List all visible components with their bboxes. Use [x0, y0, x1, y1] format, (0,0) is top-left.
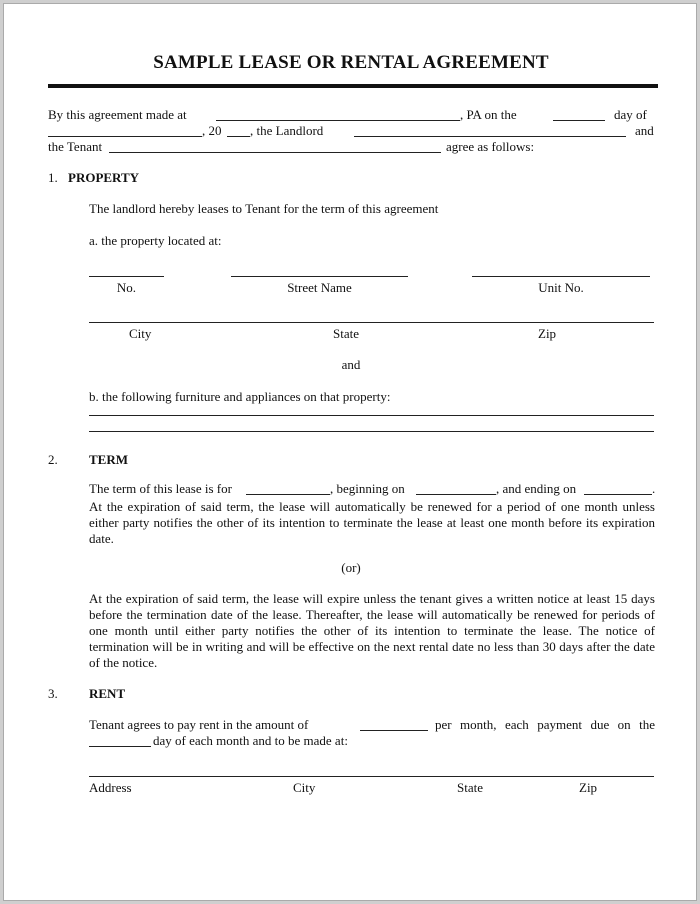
section-heading-term: TERM [89, 452, 128, 467]
begin-date-blank[interactable] [416, 494, 496, 495]
title-rule [48, 84, 658, 88]
intro-text: , 20 [202, 123, 222, 138]
document-title: SAMPLE LEASE OR RENTAL AGREEMENT [153, 52, 549, 73]
property-lead: The landlord hereby leases to Tenant for the term of this agreement [89, 201, 439, 216]
unit-blank[interactable] [472, 276, 650, 277]
or-text: (or) [341, 560, 361, 575]
term-text: , beginning on [330, 481, 405, 496]
section-heading-rent: RENT [89, 686, 126, 701]
rent-text: Tenant agrees to pay rent in the amount of [89, 717, 309, 732]
section-heading-property: PROPERTY [68, 170, 140, 185]
place-blank[interactable] [216, 120, 460, 121]
field-label-address: Address [89, 780, 132, 795]
and-text: and [341, 357, 361, 372]
field-label-state: State [333, 326, 359, 341]
property-item-a: a. the property located at: [89, 233, 222, 248]
furniture-blank-1[interactable] [89, 415, 654, 416]
field-label-zip: Zip [579, 780, 598, 795]
term-text: The term of this lease is for [89, 481, 232, 496]
end-date-blank[interactable] [584, 494, 652, 495]
furniture-blank-2[interactable] [89, 431, 654, 432]
section-number: 1. [48, 170, 58, 185]
field-label-city: City [129, 326, 152, 341]
intro-text: agree as follows: [446, 139, 535, 154]
intro-text: day of [614, 107, 647, 122]
payment-address-blank[interactable] [89, 776, 654, 777]
due-day-blank[interactable] [89, 746, 151, 747]
city-state-zip-blank[interactable] [89, 322, 654, 323]
field-label-state: State [457, 780, 483, 795]
field-label-unit: Unit No. [538, 280, 584, 295]
term-paragraph-2: At the expiration of said term, the lease will expire unless the tenant gives a written notice at least 15 days before the termination date of the lease. Thereafter, the lease will automatically be renewed for periods of one month until either party notifies the other of its intention to terminate the lease. The notice of termination will be in writing and will be effective on the next rental date no less than 30 days after the date of the notice. [89, 591, 655, 670]
field-label-city: City [293, 780, 316, 795]
tenant-blank[interactable] [109, 152, 441, 153]
property-item-b: b. the following furniture and appliances on that property: [89, 389, 391, 404]
section-number: 3. [48, 686, 58, 701]
day-blank[interactable] [553, 120, 605, 121]
document-page: SAMPLE LEASE OR RENTAL AGREEMENT By this agreement made at , PA on the day of , 20 , the Landlord and the Tenant agree as follows: 1. PROPERTY The landlord hereby leases to Tenant for the term of this agreement a. the property located at: No. Street Name Unit No. City State Zip and b. the following furniture and appliances on that property: 2. TERM The term of this lease is for , beginning on , and ending on . At the expiration of said term, the lease will automatically be renewed for a period of one month unless either party notifies the other of its intention to terminate the lease at least one month before its expiration date. (or) At the expiration of said term, the lease will expire unless the tenant gives a written notice at least 15 days before the termination date of the lease. Thereafter, the lease will automatically be renewed for periods of one month until either party notifies the other of its intention to terminate the lease. The notice of termination will be in writing and will be effective on the next rental date no less than 30 days after the date of the notice. 3. RENT Tenant agrees to pay rent in the amount of per month, each payment due on the day of each month and to be made at: Address City State Zip [3, 3, 697, 901]
no-blank[interactable] [89, 276, 164, 277]
rent-text: per month, each payment due on the [435, 717, 655, 732]
term-text: , and ending on [496, 481, 577, 496]
street-blank[interactable] [231, 276, 408, 277]
term-paragraph-1: At the expiration of said term, the lease will automatically be renewed for a period of one month unless either party notifies the other of its intention to terminate the lease at least one month before its expiration date. [89, 499, 655, 546]
term-length-blank[interactable] [246, 494, 330, 495]
intro-text: and [635, 123, 654, 138]
rent-text: day of each month and to be made at: [153, 733, 348, 748]
intro-text: , the Landlord [250, 123, 324, 138]
intro-text: , PA on the [460, 107, 517, 122]
intro-text: the Tenant [48, 139, 103, 154]
landlord-blank[interactable] [354, 136, 626, 137]
field-label-no: No. [116, 280, 137, 295]
month-blank[interactable] [48, 136, 202, 137]
section-number: 2. [48, 452, 58, 467]
year-blank[interactable] [227, 136, 250, 137]
intro-text: By this agreement made at [48, 107, 187, 122]
rent-amount-blank[interactable] [360, 730, 428, 731]
field-label-street: Street Name [287, 280, 352, 295]
field-label-zip: Zip [538, 326, 557, 341]
